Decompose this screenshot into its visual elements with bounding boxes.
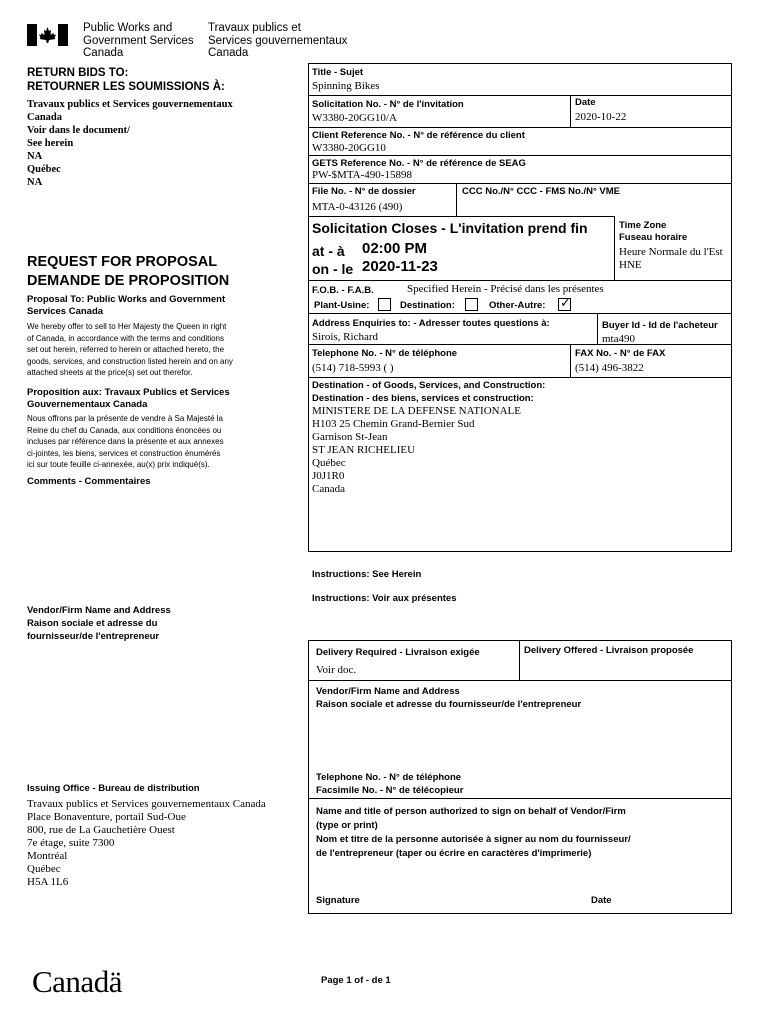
- offer-text-en: We hereby offer to sell to Her Majesty the Queen in right of Canada, in accordance with the terms and conditions set out herein, referred to herein or attached hereto, the goods, services, and construction listed herein and on any attached sheets at the price(s) set out therefor.: [27, 322, 233, 377]
- comments-label: Comments - Commentaires: [27, 476, 151, 487]
- signature-date-label: Date: [591, 895, 612, 906]
- fax-label: FAX No. - N° de FAX: [575, 348, 666, 359]
- title-label: Title - Sujet: [312, 67, 364, 78]
- plant-label: Plant-Usine:: [314, 300, 370, 311]
- page-number: Page 1 of - de 1: [321, 975, 391, 986]
- vendor-phone-label: Telephone No. - N° de téléphone Facsimile No. - N° de télécopieur: [316, 772, 464, 796]
- other-label: Other-Autre:: [489, 300, 546, 311]
- authorized-person-label: Name and title of person authorized to sign on behalf of Vendor/Firm (type or print) Nom et titre de la personne autorisée à signer au nom du fournisseur/ de l'entrepreneur (taper ou écrire en caractères d'imprimerie): [316, 806, 631, 859]
- destination-label: Destination - of Goods, Services, and Construction: Destination - des biens, services et construction:: [312, 380, 546, 404]
- file-no-value: MTA-0-43126 (490): [312, 201, 403, 213]
- signature-label: Signature: [316, 895, 360, 906]
- phone-label: Telephone No. - N° de téléphone: [312, 348, 458, 359]
- on-label: on - le: [312, 261, 354, 277]
- enquiries-value: Sirois, Richard: [312, 331, 378, 343]
- client-ref-value: W3380-20GG10: [312, 142, 386, 154]
- at-label: at - à: [312, 243, 345, 259]
- check-mark-icon: ✓: [560, 296, 571, 311]
- destination-address: MINISTERE DE LA DEFENSE NATIONALE H103 25 Chemin Grand-Bernier Sud Garnison St-Jean ST JEAN RICHELIEU Québec J0J1R0 Canada: [312, 405, 521, 495]
- rfp-title: REQUEST FOR PROPOSAL DEMANDE DE PROPOSITION: [27, 254, 230, 289]
- delivery-offered-label: Delivery Offered - Livraison proposée: [524, 645, 694, 656]
- proposal-to-fr: Proposition aux: Travaux Publics et Services Gouvernementaux Canada: [27, 387, 230, 410]
- dept-name-en: Public Works and Government Services Canada: [83, 22, 194, 59]
- date-value: 2020-10-22: [575, 111, 627, 123]
- destination-checkbox-label: Destination:: [400, 300, 455, 311]
- gets-ref-label: GETS Reference No. - N° de référence de SEAG: [312, 158, 526, 169]
- delivery-required-label: Delivery Required - Livraison exigée: [316, 647, 480, 658]
- phone-value: (514) 718-5993 ( ): [312, 362, 394, 374]
- buyer-id-label: Buyer Id - Id de l'acheteur: [602, 320, 718, 331]
- canada-wordmark: Canadä: [32, 964, 122, 999]
- plant-checkbox[interactable]: [378, 298, 391, 311]
- solicitation-closes-title: Solicitation Closes - L'invitation prend fin: [312, 220, 588, 236]
- instructions-fr: Instructions: Voir aux présentes: [312, 593, 457, 604]
- vendor-name-label: Vendor/Firm Name and Address Raison sociale et adresse du fournisseur/de l'entrepreneur: [316, 686, 582, 710]
- close-time: 02:00 PM: [362, 240, 428, 257]
- client-ref-label: Client Reference No. - N° de référence du client: [312, 130, 525, 141]
- dept-name-fr: Travaux publics et Services gouvernementaux Canada: [208, 22, 348, 59]
- ccc-label: CCC No./N° CCC - FMS No./N° VME: [462, 186, 621, 197]
- other-checkbox[interactable]: [558, 298, 571, 311]
- fob-label: F.O.B. - F.A.B.: [312, 285, 374, 296]
- solicitation-label: Solicitation No. - N° de l'invitation: [312, 99, 464, 110]
- gets-ref-value: PW-$MTA-490-15898: [312, 169, 412, 181]
- buyer-id-value: mta490: [602, 333, 635, 345]
- fob-value: Specified Herein - Précisé dans les présentes: [407, 283, 604, 295]
- date-label: Date: [575, 97, 596, 108]
- issuing-office-label: Issuing Office - Bureau de distribution: [27, 783, 200, 794]
- close-date: 2020-11-23: [362, 258, 438, 275]
- destination-checkbox[interactable]: [465, 298, 478, 311]
- proposal-to-en: Proposal To: Public Works and Government Services Canada: [27, 294, 226, 317]
- return-address: Travaux publics et Services gouvernementaux Canada Voir dans le document/ See herein NA Québec NA: [27, 99, 233, 188]
- file-no-label: File No. - N° de dossier: [312, 186, 416, 197]
- enquiries-label: Address Enquiries to: - Adresser toutes questions à:: [312, 318, 550, 329]
- instructions-en: Instructions: See Herein: [312, 569, 422, 580]
- offer-text-fr: Nous offrons par la présente de vendre à Sa Majesté la Reine du chef du Canada, aux conditions énoncées ou incluses par référence dans la présente et aux annexes ci-jointes, les biens, services et construction énumérés ici sur toute feuille ci-annexée, au(x) prix indiqué(s).: [27, 414, 224, 469]
- title-value: Spinning Bikes: [312, 80, 380, 92]
- fax-value: (514) 496-3822: [575, 362, 644, 374]
- solicitation-value: W3380-20GG10/A: [312, 112, 397, 124]
- time-zone-label: Time Zone Fuseau horaire: [619, 220, 688, 243]
- return-bids-heading: RETURN BIDS TO: RETOURNER LES SOUMISSIONS À:: [27, 67, 225, 93]
- vendor-name-label-left: Vendor/Firm Name and Address Raison sociale et adresse du fournisseur/de l'entrepreneur: [27, 605, 171, 642]
- delivery-required-value: Voir doc.: [316, 664, 357, 676]
- time-zone-value: Heure Normale du l'Est HNE: [619, 246, 723, 271]
- canada-flag-logo: [27, 24, 68, 46]
- issuing-office-address: Travaux publics et Services gouvernementaux Canada Place Bonaventure, portail Sud-Oue 800, rue de La Gauchetière Ouest 7e étage, suite 7300 Montréal Québec H5A 1L6: [27, 798, 266, 888]
